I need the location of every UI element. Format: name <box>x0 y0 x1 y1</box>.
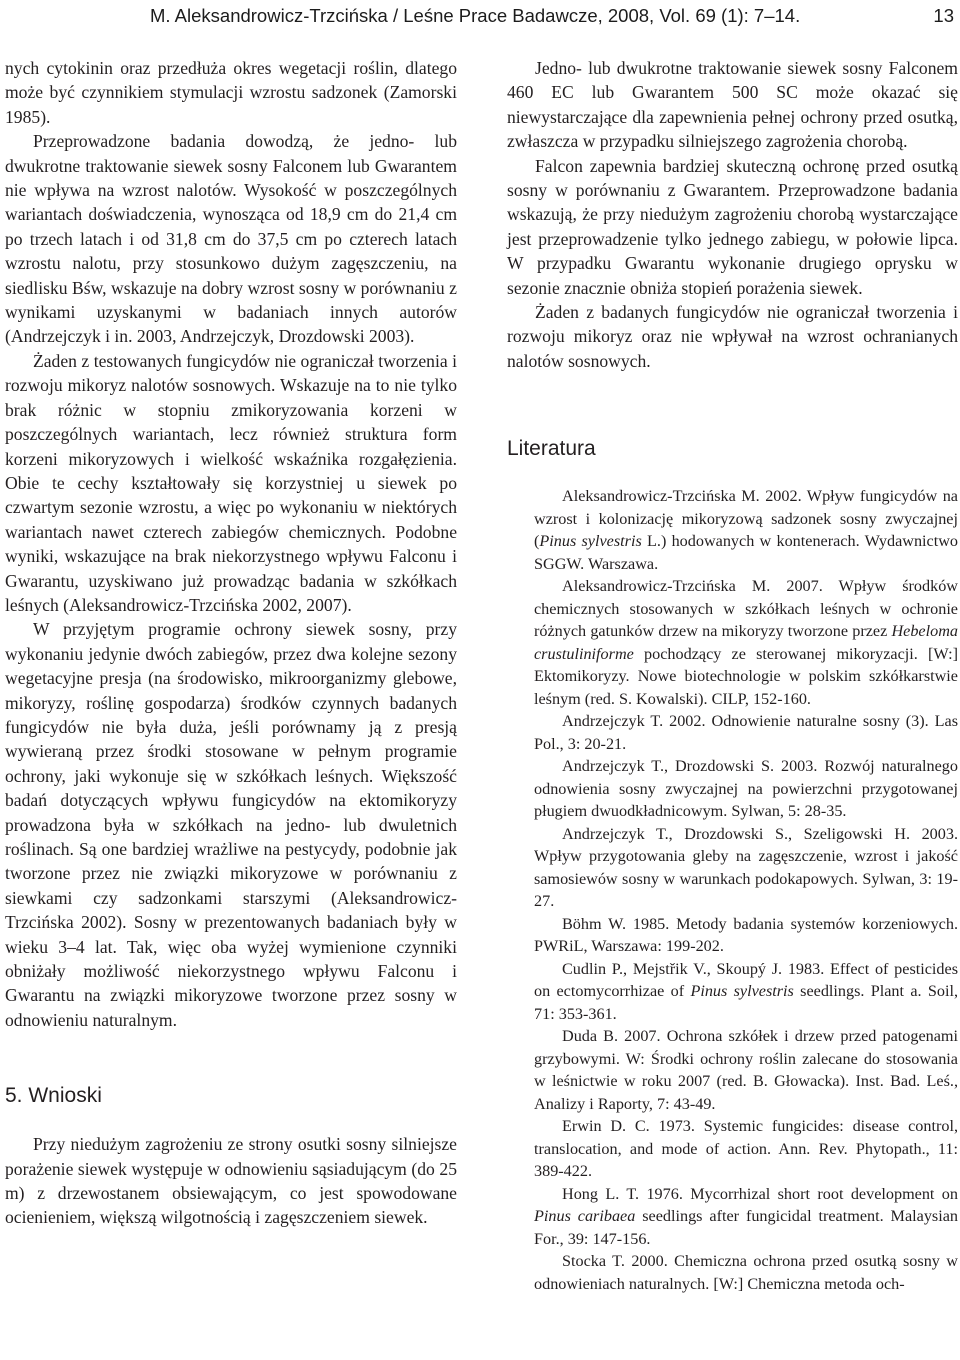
reference-item <box>507 710 958 755</box>
reference-species: Hebeloma crustuliniforme <box>534 622 958 663</box>
reference-item <box>507 1183 958 1251</box>
journal-citation: M. Aleksandrowicz-Trzcińska / Leśne Prace Badawcze, 2008, Vol. 69 (1): 7–14. <box>150 5 801 26</box>
reference-item <box>507 575 958 710</box>
reference-text: seedlings after fungicidal treatment. Malaysian For., 39: 147-156. <box>534 1207 958 1248</box>
body-paragraph: Falcon zapewnia bardziej skuteczną ochronę przed osutką sosny w porównaniu z Gwarantem. Przeprowadzone badania wskazują, że przy niedużym zagrożeniu chorobą wystarczające jest przeprowadzenie tylko jednego zabiegu, w połowie lipca. W przypadku Gwarantu wykonanie drugiego oprysku w sezonie znacznie obniża stopień porażenia siewek. <box>507 155 958 298</box>
reference-text: Aleksandrowicz-Trzcińska M. 2007. Wpływ środków chemicznych stosowanych w szkółkach leśnych w ochronie różnych gatunków drzew na mikoryzy tworzone przez <box>534 577 958 641</box>
reference-item <box>507 1250 958 1295</box>
reference-item <box>507 755 958 823</box>
reference-species: Pinus sylvestris <box>539 532 642 551</box>
reference-text: Stocka T. 2000. Chemiczna ochrona przed osutką sosny w odnowieniach naturalnych. [W:] Chemiczna metoda och- <box>534 1252 958 1293</box>
body-paragraph: W przyjętym programie ochrony siewek sosny, przy wykonaniu jedynie dwóch zabiegów, przez dwa kolejne sezony wegetacyjne presja (na środowisko, mikroorganizmy glebowe, mikoryzy, roślinę gospodarza) środków czynnych badanych fungicydów nie była duża, jeśli porównamy ją z presją wywieraną przez środki stosowane w pełnym programie ochrony, jaki wykonuje się w szkółkach leśnych. Większość badań dotyczących wpływu fungicydów na ektomikoryzy prowadzona była w szkółkach na jedno- lub dwuletnich roślinach. Są one bardziej wrażliwe na pestycydy, podobnie jak tworzone przez nie związki mikoryzowe w porównaniu z siewkami czy sadzonkami starszymi (Aleksandrowicz-Trzcińska 2002). Sosny w prezentowanych badaniach były w wieku 3–4 lat. Tak, więc oba wyżej wymienione czynniki obniżały możliwość niekorzystnego wpływu Falconu i Gwarantu na związki mikoryzowe tworzone przez sosny w odnowieniu naturalnym. <box>5 619 457 1030</box>
body-paragraph: Jedno- lub dwukrotne traktowanie siewek sosny Falconem 460 EC lub Gwarantem 500 SC może okazać się niewystarczające dla zapewnienia pełnej ochrony przed osutką, zwłaszcza w przypadku silniejszego zagrożenia chorobą. <box>507 58 958 152</box>
reference-text: Andrzejczyk T. 2002. Odnowienie naturalne sosny (3). Las Pol., 3: 20-21. <box>534 712 958 753</box>
reference-item <box>507 485 958 575</box>
body-paragraph: Przeprowadzone badania dowodzą, że jedno- lub dwukrotne traktowanie siewek sosny Falconem lub Gwarantem nie wpływa na wzrost nalotów. Wysokość w poszczególnych wariantach doświadczenia, wynosząca od 18,9 cm do 21,4 cm po trzech latach i od 31,8 cm do 37,5 cm po czterech latach wzrostu nalotu, przy stosunkowo dużym zagęszczeniu, na siedlisku Bśw, wskazuje na dobry wzrost sosny w porównaniu z wynikami uzyskanymi w badaniach innych autorów (Andrzejczyk i in. 2003, Andrzejczyk, Drozdowski 2003). <box>5 131 457 347</box>
reference-text: Erwin D. C. 1973. Systemic fungicides: disease control, translocation, and mode of action. Ann. Rev. Phytopath., 11: 389-422. <box>534 1117 958 1181</box>
body-paragraph: Żaden z badanych fungicydów nie ograniczał tworzenia i rozwoju mikoryz oraz nie wpływał na wzrost ochranianych nalotów sosnowych. <box>507 302 958 371</box>
reference-text: Böhm W. 1985. Metody badania systemów korzeniowych. PWRiL, Warszawa: 199-202. <box>534 914 958 956</box>
reference-text: L.) hodowanych w kontenerach. Wydawnictwo SGGW. Warszawa. <box>534 532 958 573</box>
reference-item <box>507 1025 958 1115</box>
section-heading-wnioski: 5. Wnioski <box>5 1084 102 1108</box>
reference-item <box>507 958 958 1026</box>
reference-item <box>507 913 958 958</box>
reference-text: Hong L. T. 1976. Mycorrhizal short root development on <box>562 1184 958 1203</box>
reference-text: seedlings. Plant a. Soil, 71: 353-361. <box>534 982 958 1023</box>
section-heading-literatura: Literatura <box>507 437 596 461</box>
left-column <box>5 56 457 1230</box>
reference-species: Pinus sylvestris <box>690 982 794 1001</box>
reference-species: Pinus caribaea <box>534 1207 636 1226</box>
reference-text: Duda B. 2007. Ochrona szkółek i drzew przed patogenami grzybowymi. W: Środki ochrony roślin zalecane do stosowania w leśnictwie w roku 2007 (red. B. Głowacka). Inst. Bad. Leś., Analizy i Raporty, 7: 43-49. <box>534 1027 958 1113</box>
reference-text: Cudlin P., Mejstřik V., Skoupý J. 1983. Effect of pesticides on ectomycorrhizae of <box>534 959 958 1001</box>
page-number: 13 <box>933 5 954 26</box>
right-column <box>507 56 958 1295</box>
reference-text: Andrzejczyk T., Drozdowski S., Szeligowski H. 2003. Wpływ przygotowania gleby na zagęszczenie, wzrost i jakość samosiewów sosny w warunkach podokapowych. Sylwan, 3: 19-27. <box>534 824 958 911</box>
reference-list <box>507 485 958 1295</box>
body-paragraph: Przy niedużym zagrożeniu ze strony osutki sosny silniejsze porażenie siewek występuje w odnowieniu sąsiadującym (do 25 m) z drzewostanem obsiewającym, co jest spowodowane ocienieniem, większą wilgotnością i zagęszczeniem siewek. <box>5 1134 457 1228</box>
reference-text: pochodzący ze sterowanej mikoryzacji. [W:] Ektomikoryzy. Nowe biotechnologie w polskim szkółkarstwie leśnym (red. S. Kowalski). CILP, 152-160. <box>534 644 958 708</box>
body-paragraph: nych cytokinin oraz przedłuża okres wegetacji roślin, dlatego może być czynnikiem stymulacji wzrostu sadzonek (Zamorski 1985). <box>5 58 457 127</box>
reference-item <box>507 1115 958 1183</box>
body-paragraph: Żaden z testowanych fungicydów nie ograniczał tworzenia i rozwoju mikoryz nalotów sosnowych. Wskazuje na to nie tylko brak różnic w stopniu zmikoryzowania korzeni w poszczególnych wariantach, lecz również struktura form korzeni mikoryzowych i wielkość wskaźnika rozgałęzienia. Obie te cechy kształtowały się korzystniej u siewek po czwartym sezonie wzrostu, a więc po wykonaniu w niektórych wariantach nawet czterech zabiegów chemicznych. Podobne wyniki, wskazujące na brak niekorzystnego wpływu Falconu i Gwarantu, uzyskiwano już prowadząc badania w szkółkach leśnych (Aleksandrowicz-Trzcińska 2002, 2007). <box>5 350 457 615</box>
reference-item <box>507 823 958 913</box>
reference-text: Aleksandrowicz-Trzcińska M. 2002. Wpływ fungicydów na wzrost i kolonizację mikoryzową sadzonek sosny zwyczajnej ( <box>534 487 958 551</box>
reference-text: Andrzejczyk T., Drozdowski S. 2003. Rozwój naturalnego odnowienia sosny zwyczajnej na powierzchni przygotowanej pługiem dwuodkładnicowym. Sylwan, 5: 28-35. <box>534 757 958 821</box>
